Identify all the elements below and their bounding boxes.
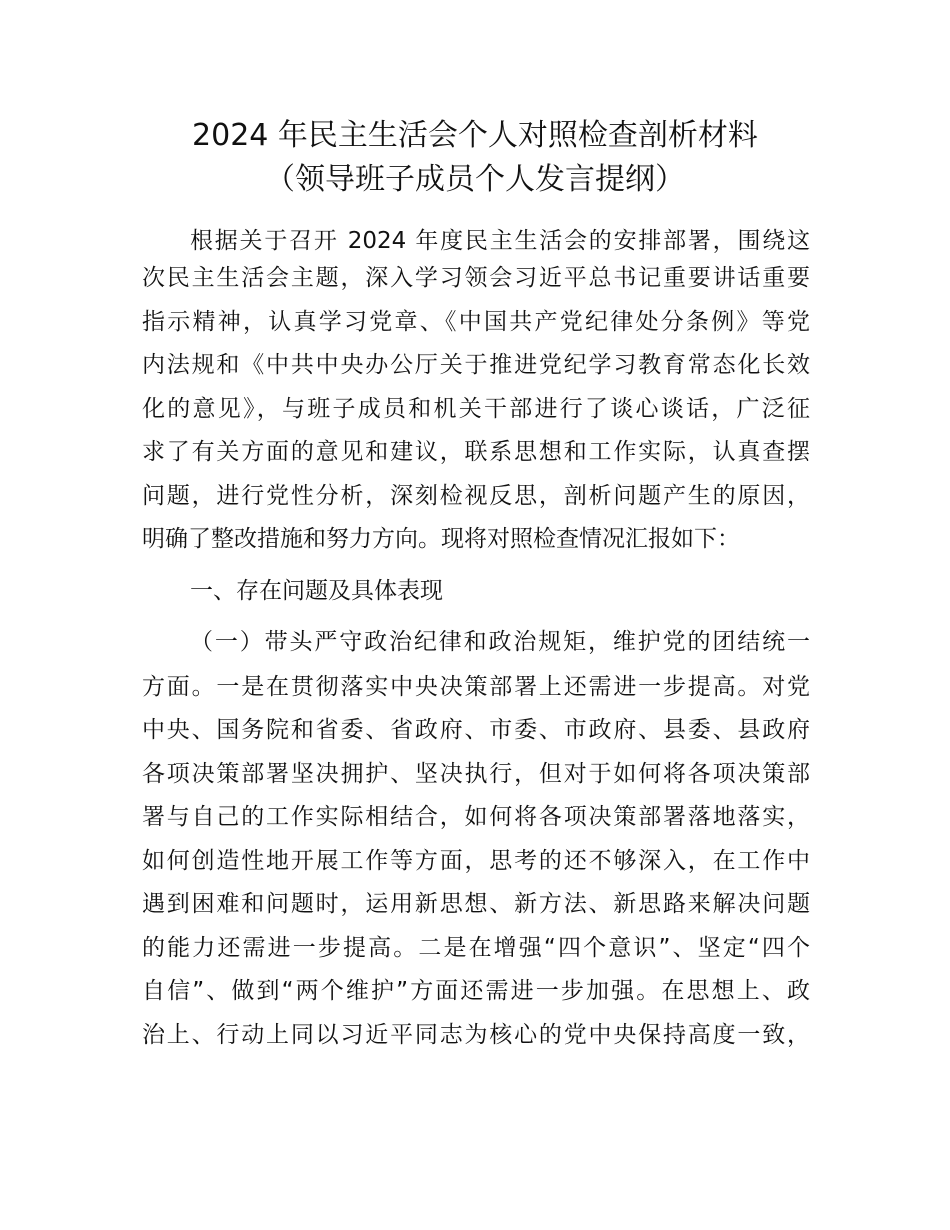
paragraph-line: 指示精神，认真学习党章、《中国共产党纪律处分条例》等党 bbox=[142, 309, 810, 335]
paragraph-line: 中央、国务院和省委、省政府、市委、市政府、县委、县政府 bbox=[142, 717, 810, 743]
document-title: 2024 年民主生活会个人对照检查剖析材料 bbox=[192, 118, 758, 153]
paragraph-line: 根据关于召开 2024 年度民主生活会的安排部署，围绕这 bbox=[190, 228, 810, 254]
section-heading: 一、存在问题及具体表现 bbox=[190, 578, 443, 604]
paragraph-line: 自信”、做到“两个维护”方面还需进一步加强。在思想上、政 bbox=[142, 978, 810, 1004]
paragraph-line: （一）带头严守政治纪律和政治规矩，维护党的团结统一 bbox=[190, 629, 810, 655]
paragraph-line: 化的意见》，与班子成员和机关干部进行了谈心谈话，广泛征 bbox=[142, 396, 810, 422]
paragraph-line: 问题，进行党性分析，深刻检视反思，剖析问题产生的原因， bbox=[142, 483, 810, 509]
document-subtitle: （领导班子成员个人发言提纲） bbox=[265, 162, 685, 197]
paragraph-line: 署与自己的工作实际相结合，如何将各项决策部署落地落实， bbox=[142, 804, 810, 830]
paragraph-line: 内法规和《中共中央办公厅关于推进党纪学习教育常态化长效 bbox=[142, 352, 810, 378]
paragraph-line: 明确了整改措施和努力方向。现将对照检查情况汇报如下： bbox=[142, 526, 740, 552]
paragraph-line: 求了有关方面的意见和建议，联系思想和工作实际，认真查摆 bbox=[142, 439, 810, 465]
paragraph-line: 治上、行动上同以习近平同志为核心的党中央保持高度一致， bbox=[142, 1022, 810, 1048]
paragraph-line: 遇到困难和问题时，运用新思想、新方法、新思路来解决问题 bbox=[142, 891, 810, 917]
paragraph-line: 次民主生活会主题，深入学习领会习近平总书记重要讲话重要 bbox=[142, 265, 810, 291]
paragraph-line: 方面。一是在贯彻落实中央决策部署上还需进一步提高。对党 bbox=[142, 674, 810, 700]
paragraph-line: 如何创造性地开展工作等方面，思考的还不够深入，在工作中 bbox=[142, 848, 810, 874]
paragraph-line: 的能力还需进一步提高。二是在增强“四个意识”、坚定“四个 bbox=[142, 935, 810, 961]
paragraph-line: 各项决策部署坚决拥护、坚决执行，但对于如何将各项决策部 bbox=[142, 761, 810, 787]
